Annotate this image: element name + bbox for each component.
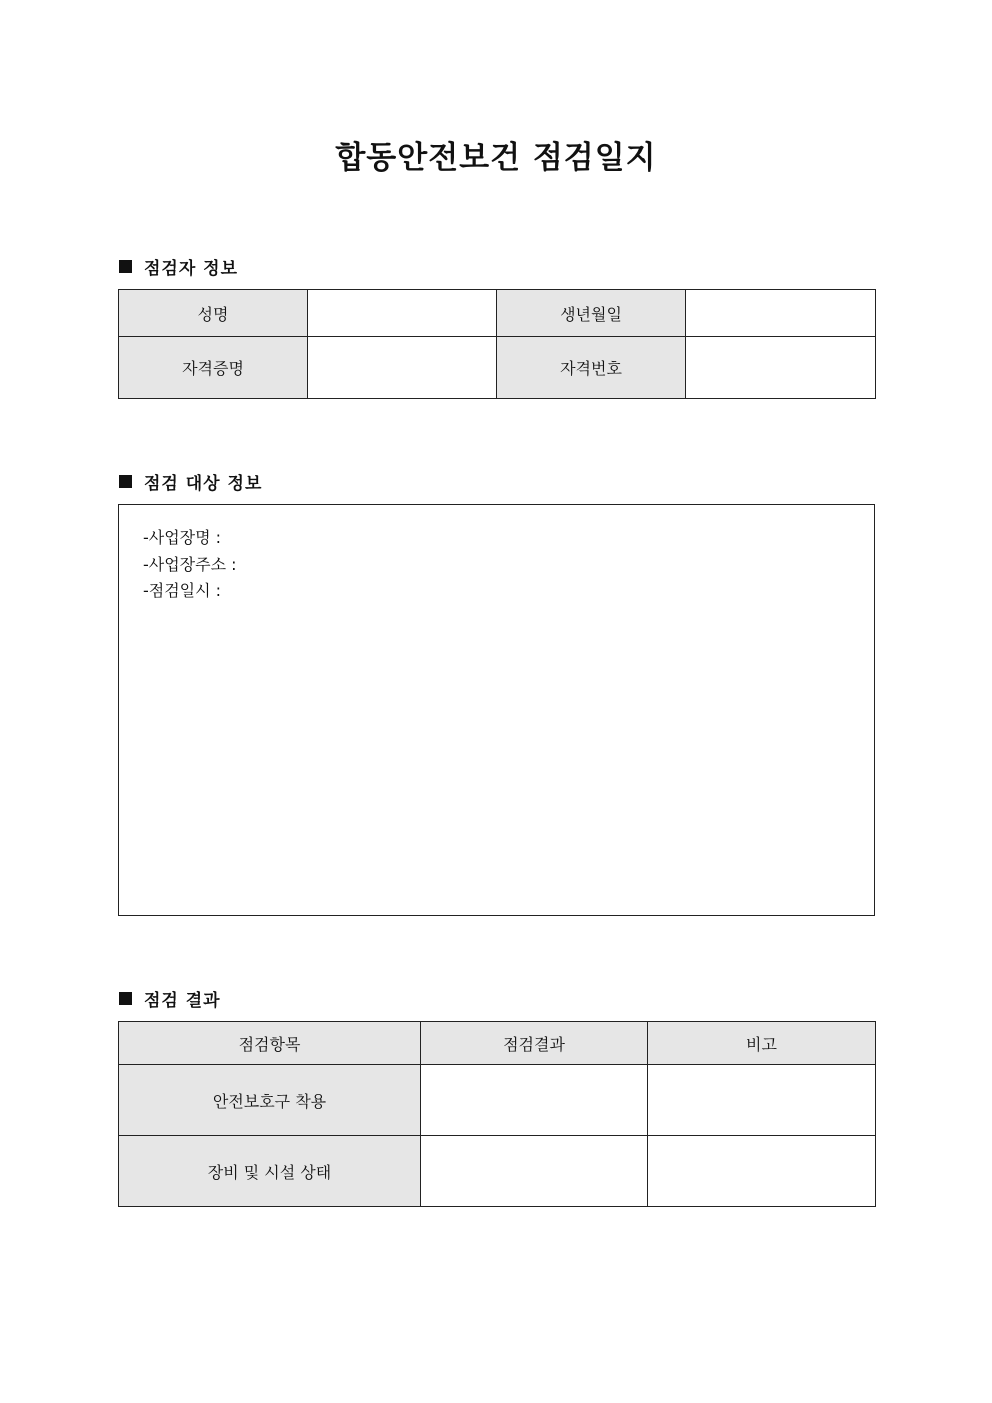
certificate-number-label: 자격번호	[497, 337, 686, 399]
certificate-field[interactable]	[308, 337, 497, 399]
certificate-label: 자격증명	[119, 337, 308, 399]
result-cell[interactable]	[421, 1065, 648, 1136]
certificate-number-field[interactable]	[686, 337, 876, 399]
birthdate-label: 생년월일	[497, 290, 686, 337]
column-header-item: 점검항목	[119, 1022, 421, 1065]
birthdate-field[interactable]	[686, 290, 876, 337]
workplace-address-line: -사업장주소 :	[143, 554, 237, 574]
table-header-row	[119, 1022, 876, 1065]
inspector-info-table	[118, 289, 876, 399]
document-title: 합동안전보건 점검일지	[335, 140, 657, 176]
square-bullet-icon	[119, 260, 132, 273]
square-bullet-icon	[119, 992, 132, 1005]
table-row	[119, 1136, 876, 1207]
item-cell: 장비 및 시설 상태	[119, 1136, 421, 1207]
name-field[interactable]	[308, 290, 497, 337]
table-row	[119, 337, 876, 399]
result-section-title: 점검 결과	[144, 991, 221, 1011]
table-row	[119, 290, 876, 337]
result-section-heading	[119, 986, 221, 1011]
note-cell[interactable]	[648, 1065, 876, 1136]
target-section-title: 점검 대상 정보	[144, 474, 263, 494]
target-section-heading	[119, 469, 262, 494]
target-info-lines	[143, 525, 237, 605]
inspection-datetime-line: -점검일시 :	[143, 581, 222, 600]
item-cell: 안전보호구 착용	[119, 1065, 421, 1136]
result-table	[118, 1021, 876, 1207]
column-header-result: 점검결과	[421, 1022, 648, 1065]
inspector-section-title: 점검자 정보	[144, 259, 239, 279]
workplace-name-line: -사업장명 :	[143, 528, 222, 547]
result-cell[interactable]	[421, 1136, 648, 1207]
table-row	[119, 1065, 876, 1136]
target-info-box[interactable]	[118, 504, 875, 916]
square-bullet-icon	[119, 475, 132, 488]
note-cell[interactable]	[648, 1136, 876, 1207]
name-label: 성명	[119, 290, 308, 337]
column-header-note: 비고	[648, 1022, 876, 1065]
inspector-section-heading	[119, 254, 238, 279]
